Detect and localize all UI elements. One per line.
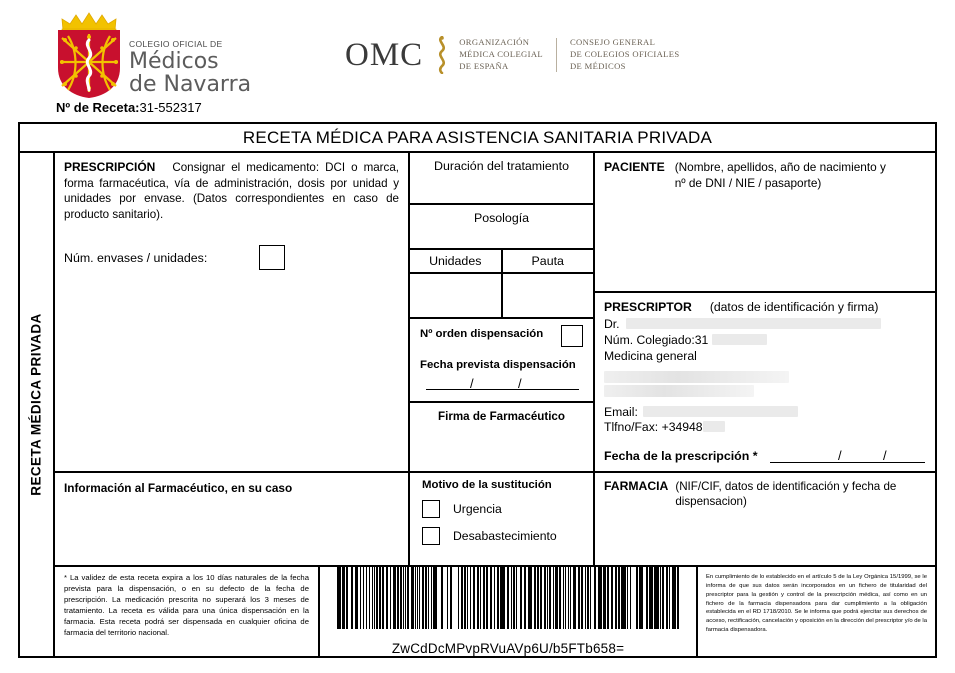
omc-org-block (459, 37, 543, 73)
prescriptor-email-label: Email: (604, 404, 638, 419)
pauta-header: Pauta (531, 254, 564, 268)
paciente-desc-line2: nº de DNI / NIE / pasaporte) (674, 175, 822, 190)
prescriptor-colegiado-value: 31 (694, 332, 709, 347)
orden-dispensacion-label: Nº orden dispensación (420, 328, 544, 340)
receipt-number (56, 100, 202, 115)
fecha-prescripcion-input[interactable] (770, 448, 925, 463)
paciente-section[interactable] (595, 153, 935, 293)
prescriptor-telefono-line (604, 420, 925, 436)
pauta-value-cell[interactable] (503, 274, 594, 317)
prescriptor-address-redacted-1 (604, 371, 789, 383)
prescriptor-dr-label: Dr. (604, 317, 620, 331)
urgencia-checkbox[interactable] (422, 500, 440, 518)
prescriptor-email-redacted (643, 406, 798, 417)
posologia-cell[interactable] (410, 205, 593, 250)
receipt-number-value: 31-552317 (139, 100, 202, 115)
farmacia-desc-line1: (NIF/CIF, datos de identificación y fecha de (675, 480, 897, 493)
prescription-heading: PRESCRIPCIÓN (64, 160, 156, 174)
top-band (55, 153, 935, 473)
omc-divider (556, 38, 557, 72)
fecha-prevista-input[interactable] (426, 374, 579, 390)
unidades-value-cell[interactable] (410, 274, 503, 317)
receipt-number-label: Nº de Receta: (56, 100, 140, 115)
omc-consejo-line1: CONSEJO GENERAL (569, 37, 656, 48)
date-separator-2: / (518, 376, 522, 391)
envases-label: Núm. envases / unidades: (64, 250, 208, 265)
prescriptor-email-line (604, 405, 925, 421)
vertical-tab-receta-medica-privada (20, 153, 55, 656)
farmacia-desc-line2: dispensacion) (675, 495, 747, 509)
unidades-header: Unidades (410, 250, 503, 272)
prescriptor-especialidad: Medicina general (604, 348, 697, 363)
paciente-heading: PACIENTE (604, 160, 665, 174)
farmacia-heading: FARMACIA (604, 479, 669, 493)
fecha-prescripcion-label: Fecha de la prescripción * (604, 449, 758, 463)
asclepius-rod-icon (434, 36, 450, 74)
form-title: RECETA MÉDICA PARA ASISTENCIA SANITARIA PRIVADA (20, 124, 935, 153)
validity-notice-text: * La validez de esta receta expira a los 10 días naturales de la fecha prevista para la dispensación, o en su defecto de la fecha de prescripción. La medicación prescrita no superará los 3 meses de tratamiento. La receta es válida para una única dispensación en la farmacia. Esta receta podrá ser dispensada en cualquier oficina de farmacia del territorio nacional. (64, 573, 309, 637)
prescriptor-section (595, 293, 935, 471)
fecha-separator-2: / (883, 448, 887, 463)
prescriptor-title-row (604, 300, 925, 314)
orden-dispensacion-box[interactable] (561, 325, 583, 347)
prescriptor-address-redacted-2 (604, 385, 754, 397)
omc-consejo-line2: DE COLEGIOS OFICIALES (569, 49, 680, 60)
desabastecimiento-checkbox[interactable] (422, 527, 440, 545)
prescriptor-colegiado-redacted (712, 334, 767, 345)
prescription-description: Consignar el medicamento: DCI o marca, forma farmacéutica, vía de administración, dosis por unidad y unidades por envase. (Datos correspondientes en caso de producto sanitario). (64, 161, 399, 221)
urgencia-option[interactable] (422, 500, 593, 518)
fecha-separator-1: / (837, 448, 842, 463)
omc-consejo-block (570, 37, 680, 73)
privacy-notice-section (698, 567, 935, 656)
paciente-description (675, 160, 886, 291)
treatment-column (410, 153, 595, 471)
firma-farmaceutico-cell[interactable] (410, 403, 593, 471)
page-header (0, 0, 955, 118)
barcode-image (337, 567, 679, 629)
informacion-farmaceutico-section[interactable] (55, 473, 410, 565)
motivo-sustitucion-heading: Motivo de la sustitución (422, 479, 552, 491)
prescriptor-subheading: (datos de identificación y firma) (709, 300, 879, 314)
paciente-desc-line1: (Nombre, apellidos, año de nacimiento y (674, 160, 886, 174)
unidades-pauta-values (410, 274, 593, 319)
prescriptor-name-redacted (626, 318, 881, 329)
barcode-section (320, 567, 698, 656)
prescriptor-heading: PRESCRIPTOR (604, 300, 692, 314)
farmacia-section[interactable] (595, 473, 935, 565)
navarra-coat-of-arms-icon (56, 12, 122, 100)
colegio-logo-line1: Médicos (129, 49, 219, 75)
prescriptor-details (604, 317, 925, 436)
fecha-prevista-label: Fecha prevista dispensación (420, 359, 576, 371)
colegio-logo-line2: de Navarra (129, 71, 252, 97)
vertical-tab-label: RECETA MÉDICA PRIVADA (29, 313, 44, 496)
footer-band (55, 567, 935, 656)
omc-consejo-line3: DE MÉDICOS (569, 60, 626, 71)
informacion-farmaceutico-label: Información al Farmacéutico, en su caso (64, 481, 293, 495)
shield-icon (56, 28, 122, 100)
farmacia-description (675, 479, 896, 565)
prescription-instructions (64, 160, 399, 222)
omc-wordmark: OMC (345, 36, 424, 73)
omc-org-line3: DE ESPAÑA (459, 60, 509, 71)
form-grid (55, 153, 935, 656)
prescription-section (55, 153, 410, 471)
omc-org-line1: ORGANIZACIÓN (459, 37, 530, 48)
prescriptor-colegiado-label: Núm. Colegiado: (604, 332, 695, 347)
firma-farmaceutico-label: Firma de Farmacéutico (438, 410, 565, 423)
orden-dispensacion-row (420, 328, 583, 347)
motivo-sustitucion-section (410, 473, 595, 565)
omc-org-line2: MÉDICA COLEGIAL (459, 49, 543, 60)
omc-logo (345, 36, 680, 74)
colegio-medicos-navarra-logo (56, 12, 251, 100)
prescriptor-telefono-redacted (703, 421, 725, 432)
posologia-label: Posología (473, 211, 530, 225)
envases-input-box[interactable] (259, 245, 285, 270)
prescriptor-telefono-label: Tlfno/Fax: (604, 420, 659, 435)
desabastecimiento-option[interactable] (422, 527, 593, 545)
dispensacion-section (410, 319, 593, 403)
middle-band (55, 473, 935, 567)
duracion-tratamiento-label: Duración del tratamiento (434, 159, 569, 173)
prescriptor-colegiado-line (604, 333, 925, 349)
colegio-logo-subtitle: COLEGIO OFICIAL DE (129, 38, 223, 49)
barcode-text: ZwCdDcMPvpRVuAVp6U/b5FTb658= (391, 641, 625, 656)
desabastecimiento-label: Desabastecimiento (453, 529, 557, 543)
form-body (20, 153, 935, 656)
unidades-pauta-header (410, 250, 593, 274)
privacy-notice-text: En cumplimiento de lo establecido en el artículo 5 de la Ley Orgánica 15/1999, se le informa de que sus datos serán incorporados en un fichero de titularidad del prescriptor para la gestión y control de la prescripción médica, así como en un fichero de la farmacia dispensadora para dar cumplimiento a la obligación establecida en el RD 1718/2010. Se le informa que podrá ejercitar sus derechos de acceso, rectificación, cancelación y oposición en la dirección del prescriptor y/o de la farmacia dispensadora. (706, 574, 928, 634)
date-separator-1: / (470, 376, 474, 391)
prescriptor-telefono-value: +34948 (661, 420, 703, 435)
duracion-tratamiento-cell[interactable] (410, 153, 593, 205)
fecha-prescripcion-row (604, 448, 925, 463)
urgencia-label: Urgencia (453, 502, 502, 516)
prescription-form (18, 122, 937, 658)
validity-notice-section (55, 567, 320, 656)
envases-row (64, 245, 399, 270)
patient-prescriber-column (595, 153, 935, 471)
prescriptor-doctor-line (604, 317, 925, 333)
